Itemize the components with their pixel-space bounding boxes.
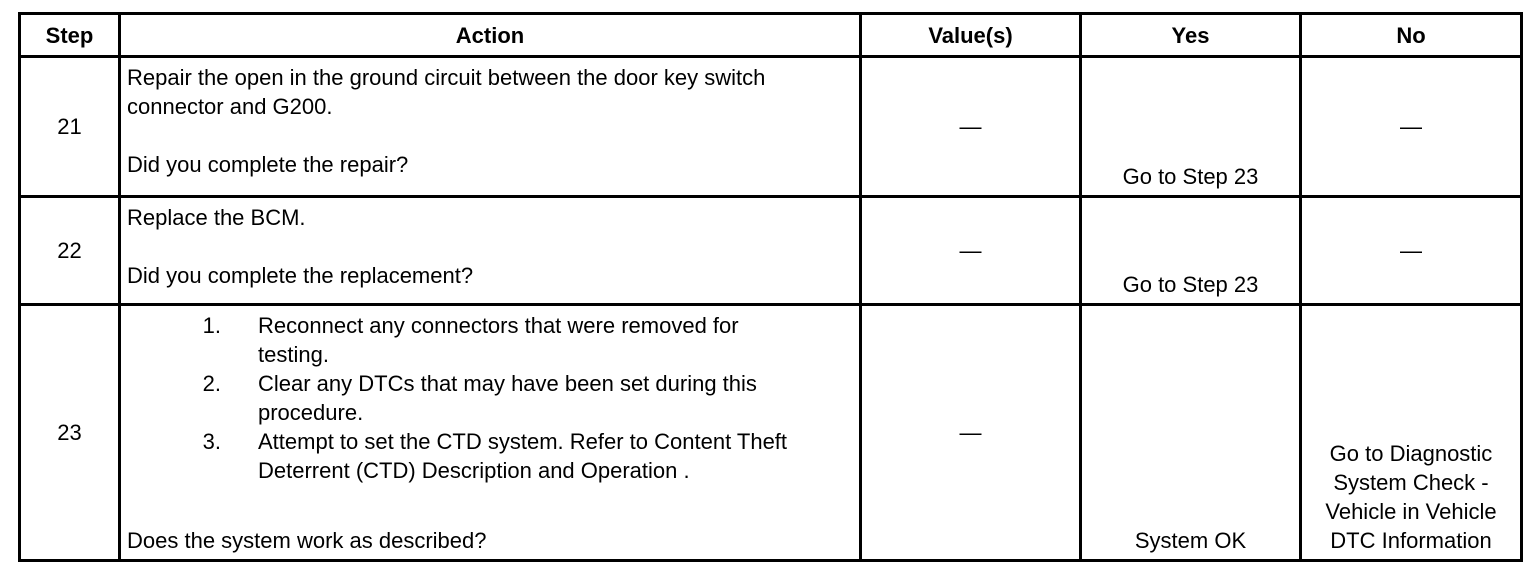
yes-cell: System OK xyxy=(1081,305,1301,561)
no-cell: — xyxy=(1301,57,1522,197)
header-yes: Yes xyxy=(1081,14,1301,57)
no-cell-line[interactable]: DTC Information xyxy=(1330,528,1492,553)
table-row-23 xyxy=(20,305,1522,561)
list-item-line: procedure. xyxy=(258,400,364,425)
list-item xyxy=(127,311,853,369)
value-cell: — xyxy=(861,197,1081,305)
step-number: 22 xyxy=(20,197,120,305)
header-action: Action xyxy=(120,14,861,57)
list-item-line[interactable]: Deterrent (CTD) Description and Operation . xyxy=(258,458,690,483)
value-cell: — xyxy=(861,57,1081,197)
yes-cell: Go to Step 23 xyxy=(1081,197,1301,305)
list-item-text xyxy=(227,311,838,369)
action-line: connector and G200. xyxy=(127,94,333,119)
step-number: 21 xyxy=(20,57,120,197)
list-item-number: 1. xyxy=(202,313,221,338)
list-item-line: testing. xyxy=(258,342,329,367)
no-cell: — xyxy=(1301,197,1522,305)
action-line: Replace the BCM. xyxy=(127,205,306,230)
no-cell-line[interactable]: System Check - xyxy=(1333,470,1489,495)
header-no: No xyxy=(1301,14,1522,57)
value-cell: — xyxy=(861,305,1081,561)
list-item-number: 3. xyxy=(202,429,221,454)
procedure-list xyxy=(127,311,853,485)
action-question: Did you complete the replacement? xyxy=(127,263,474,288)
header-step: Step xyxy=(20,14,120,57)
header-values: Value(s) xyxy=(861,14,1081,57)
header-row xyxy=(20,14,1522,57)
no-cell-line[interactable]: Go to Diagnostic xyxy=(1329,441,1493,466)
list-item-line[interactable]: Attempt to set the CTD system. Refer to Content Theft xyxy=(258,429,788,454)
list-item-line: Clear any DTCs that may have been set during this xyxy=(258,371,757,396)
action-cell xyxy=(120,57,861,197)
no-cell[interactable] xyxy=(1301,305,1522,561)
action-question: Did you complete the repair? xyxy=(127,152,409,177)
list-item-text xyxy=(227,369,838,427)
list-item-number: 2. xyxy=(202,371,221,396)
action-cell xyxy=(120,305,861,561)
action-question: Does the system work as described? xyxy=(127,528,487,553)
action-cell xyxy=(120,197,861,305)
list-item-text xyxy=(227,427,838,485)
no-cell-line[interactable]: Vehicle in Vehicle xyxy=(1325,499,1497,524)
step-number: 23 xyxy=(20,305,120,561)
diagnostic-table xyxy=(18,12,1523,562)
yes-cell: Go to Step 23 xyxy=(1081,57,1301,197)
list-item xyxy=(127,369,853,427)
table-row-22 xyxy=(20,197,1522,305)
list-item xyxy=(127,427,853,485)
table-row-21 xyxy=(20,57,1522,197)
action-line: Repair the open in the ground circuit between the door key switch xyxy=(127,65,766,90)
list-item-line: Reconnect any connectors that were removed for xyxy=(258,313,739,338)
